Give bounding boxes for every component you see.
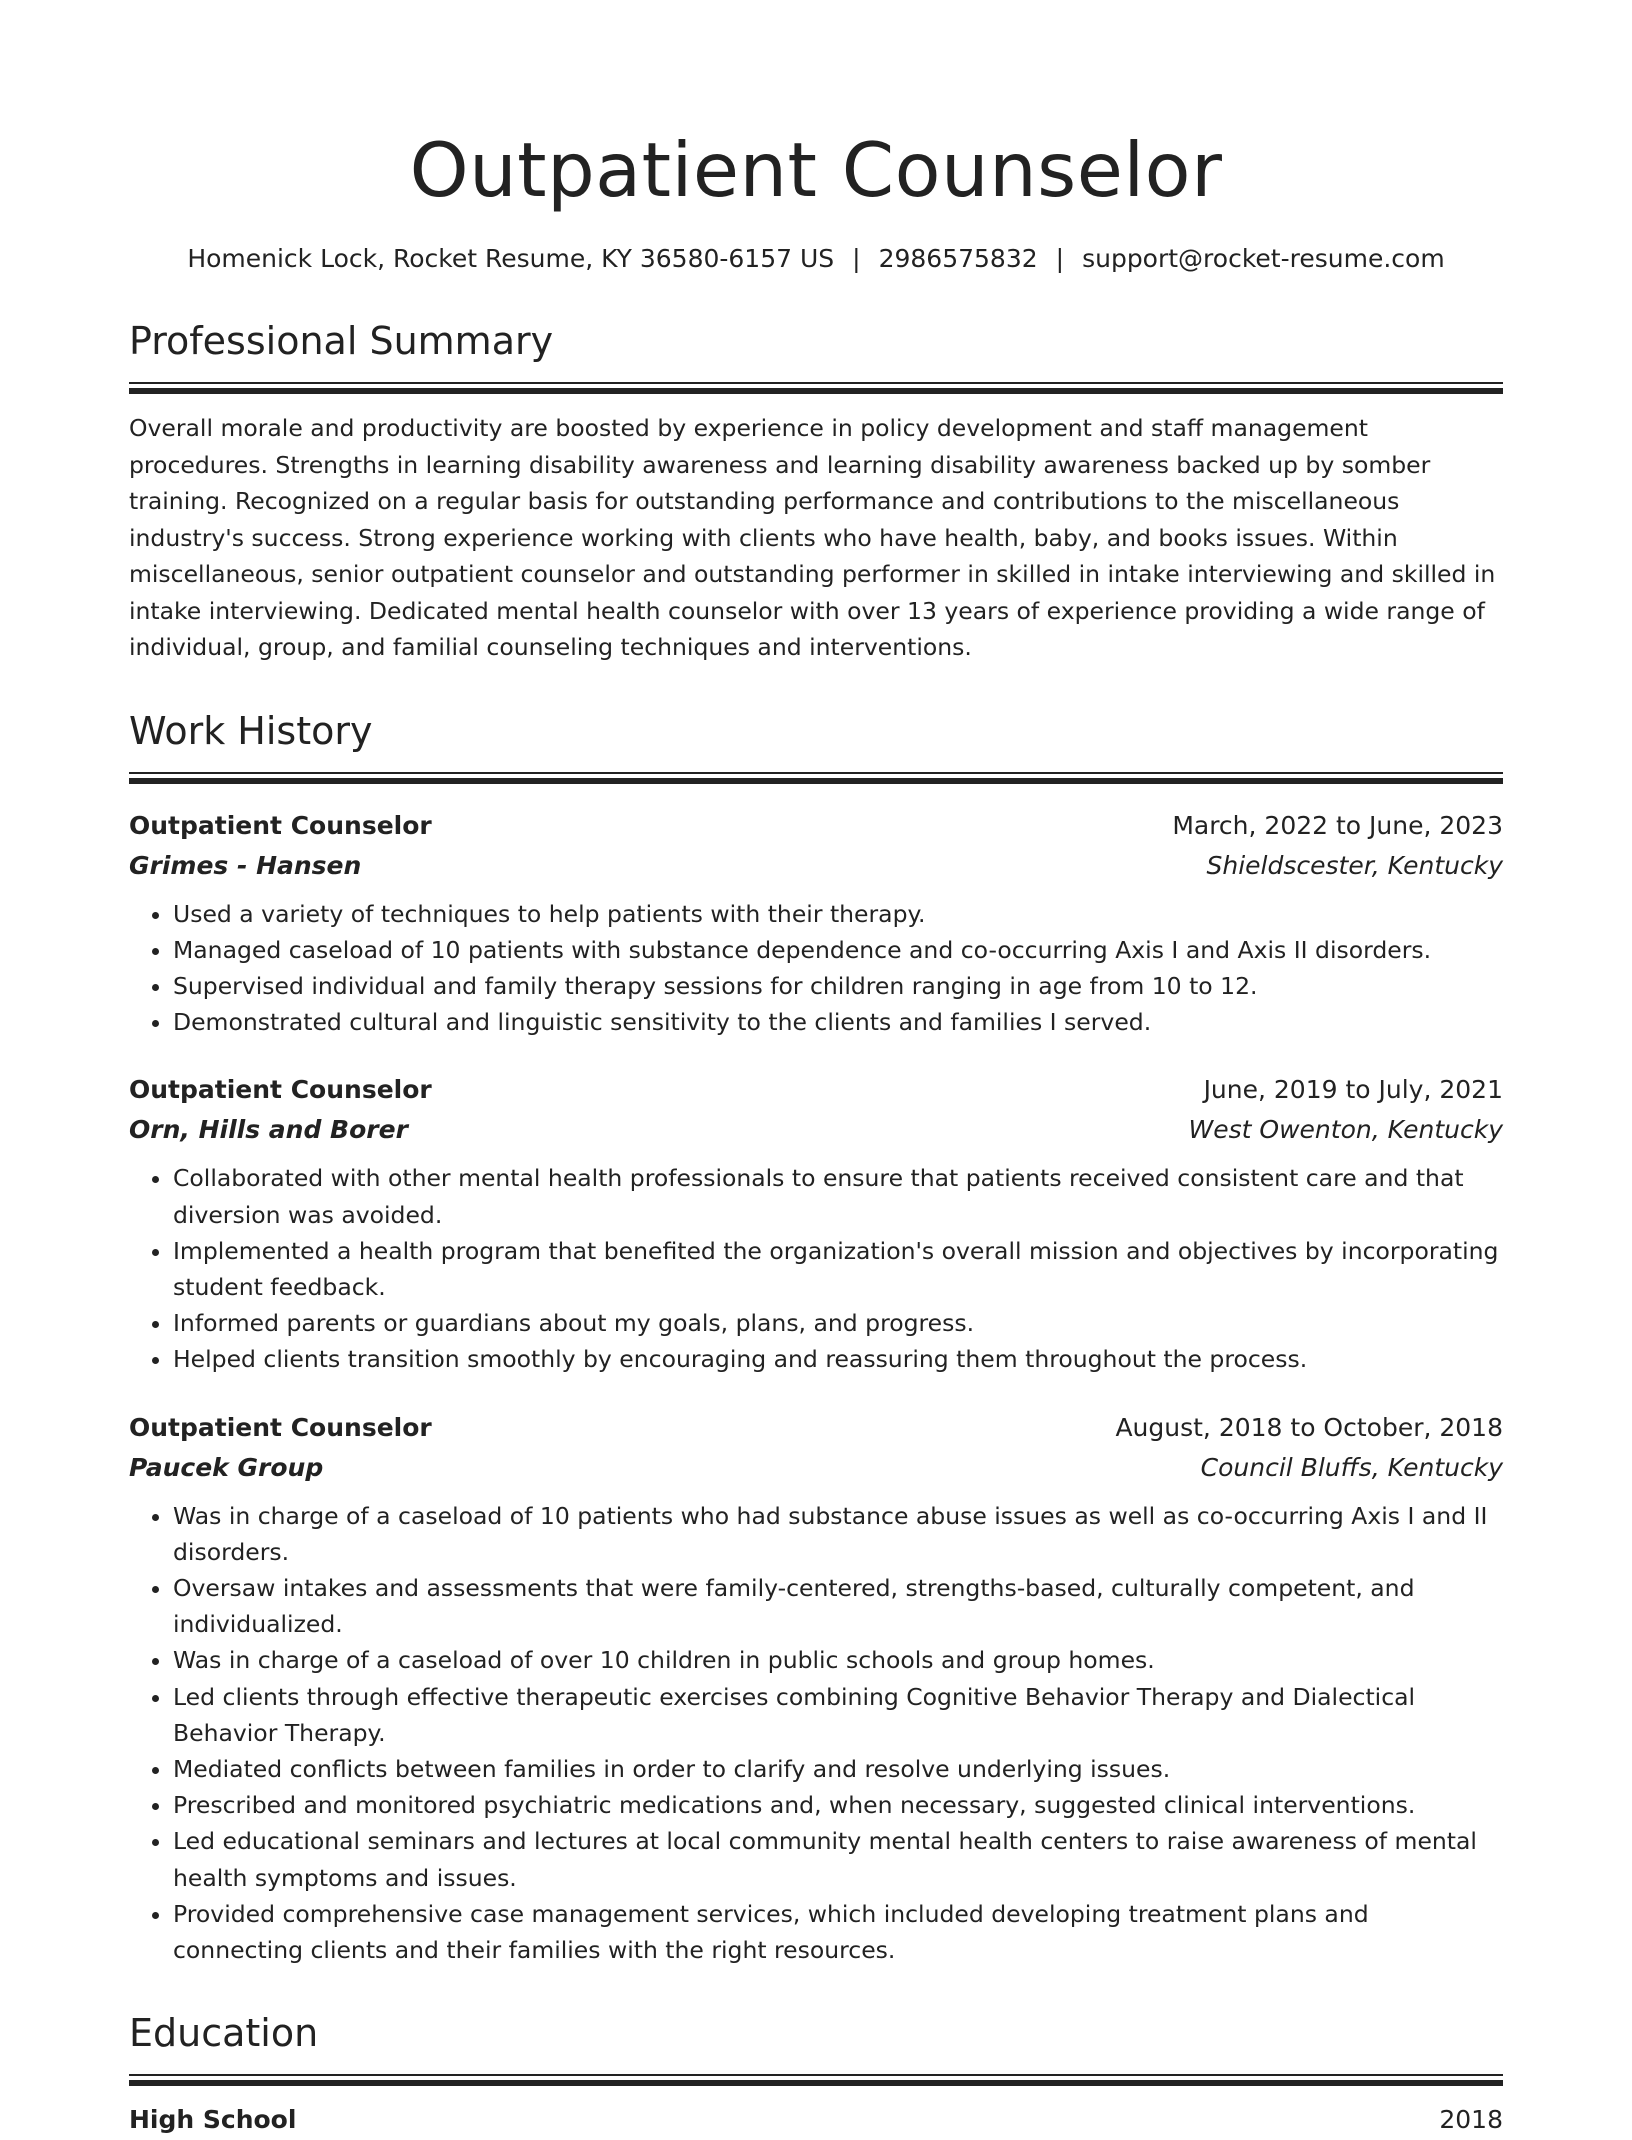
- job-company: Paucek Group: [129, 1452, 324, 1482]
- section-divider: [129, 2074, 1503, 2086]
- section-title-summary: Professional Summary: [129, 319, 554, 363]
- job-bullet-list: [129, 1498, 1503, 1969]
- job-entry: [129, 806, 1503, 1041]
- job-bullet: • Helped clients transition smoothly by encouraging and reassuring them throughout the process.: [173, 1341, 1503, 1377]
- summary-text: Overall morale and productivity are boosted by experience in policy development and staff management procedures. Strengths in learning disability awareness and learning disability awareness backed up by somber training. Recognized on a regular basis for outstanding performance and contributions to the miscellaneous industry's success. Strong experience working with clients who have health, baby, and books issues. Within miscellaneous, senior outpatient counselor and outstanding performer in skilled in intake interviewing and skilled in intake interviewing. Dedicated mental health counselor with over 13 years of experience providing a wide range of individual, group, and familial counseling techniques and interventions.: [129, 414, 1496, 661]
- job-dates: March, 2022 to June, 2023: [1172, 810, 1503, 840]
- contact-email: support@rocket-resume.com: [1082, 244, 1445, 273]
- job-bullet: • Supervised individual and family therapy sessions for children ranging in age from 10 to 12.: [173, 968, 1503, 1004]
- contact-address: Homenick Lock, Rocket Resume, KY 36580-6157 US: [187, 244, 835, 273]
- contact-separator: |: [852, 244, 861, 273]
- job-bullet: • Prescribed and monitored psychiatric medications and, when necessary, suggested clinical interventions.: [173, 1787, 1503, 1823]
- job-bullet: • Collaborated with other mental health professionals to ensure that patients received consistent care and that diversion was avoided.: [173, 1160, 1503, 1232]
- contact-line: [129, 242, 1503, 276]
- job-location: West Owenton, Kentucky: [1188, 1115, 1503, 1145]
- job-company: Orn, Hills and Borer: [129, 1115, 408, 1145]
- job-dates: June, 2019 to July, 2021: [1203, 1075, 1503, 1105]
- job-bullet: • Led educational seminars and lectures at local community mental health centers to raise awareness of mental health symptoms and issues.: [173, 1823, 1503, 1895]
- job-location: Shieldscester, Kentucky: [1206, 850, 1503, 880]
- job-bullet: • Oversaw intakes and assessments that were family-centered, strengths-based, culturally competent, and individualized.: [173, 1570, 1503, 1642]
- contact-phone: 2986575832: [878, 244, 1038, 273]
- job-bullet: • Informed parents or guardians about my goals, plans, and progress.: [173, 1305, 1503, 1341]
- job-bullet: • Mediated conflicts between families in order to clarify and resolve underlying issues.: [173, 1751, 1503, 1787]
- job-entry: [129, 1408, 1503, 1969]
- job-bullet: • Led clients through effective therapeutic exercises combining Cognitive Behavior Therapy and Dialectical Behavior Therapy.: [173, 1679, 1503, 1751]
- job-title: Outpatient Counselor: [129, 1075, 432, 1105]
- section-title-work-history: Work History: [129, 708, 373, 753]
- section-title-education: Education: [129, 2011, 319, 2056]
- job-dates: August, 2018 to October, 2018: [1115, 1412, 1503, 1442]
- education-entry: [129, 2100, 1503, 2140]
- resume-name: Outpatient Counselor: [409, 126, 1223, 214]
- contact-separator: |: [1055, 244, 1065, 273]
- job-title: Outpatient Counselor: [129, 1412, 432, 1442]
- job-bullet: • Used a variety of techniques to help patients with their therapy.: [173, 896, 1503, 932]
- job-bullet: • Was in charge of a caseload of over 10 children in public schools and group homes.: [173, 1642, 1503, 1678]
- job-title: Outpatient Counselor: [129, 810, 432, 840]
- education-year: 2018: [1439, 2105, 1503, 2135]
- job-bullet: • Demonstrated cultural and linguistic sensitivity to the clients and families I served.: [173, 1004, 1503, 1040]
- section-divider: [129, 772, 1503, 784]
- section-divider: [129, 382, 1503, 394]
- education-degree: High School: [129, 2105, 297, 2135]
- job-bullet: • Was in charge of a caseload of 10 patients who had substance abuse issues as well as co-occurring Axis I and II disorders.: [173, 1498, 1503, 1570]
- job-bullet: • Implemented a health program that benefited the organization's overall mission and objectives by incorporating student feedback.: [173, 1233, 1503, 1305]
- job-location: Council Bluffs, Kentucky: [1200, 1452, 1503, 1482]
- job-bullet-list: [129, 1160, 1503, 1377]
- job-company: Grimes - Hansen: [129, 850, 362, 880]
- job-entry: [129, 1070, 1503, 1377]
- job-bullet: • Managed caseload of 10 patients with substance dependence and co-occurring Axis I and Axis II disorders.: [173, 932, 1503, 968]
- job-bullet-list: [129, 896, 1503, 1041]
- job-bullet: • Provided comprehensive case management services, which included developing treatment plans and connecting clients and their families with the right resources.: [173, 1896, 1503, 1968]
